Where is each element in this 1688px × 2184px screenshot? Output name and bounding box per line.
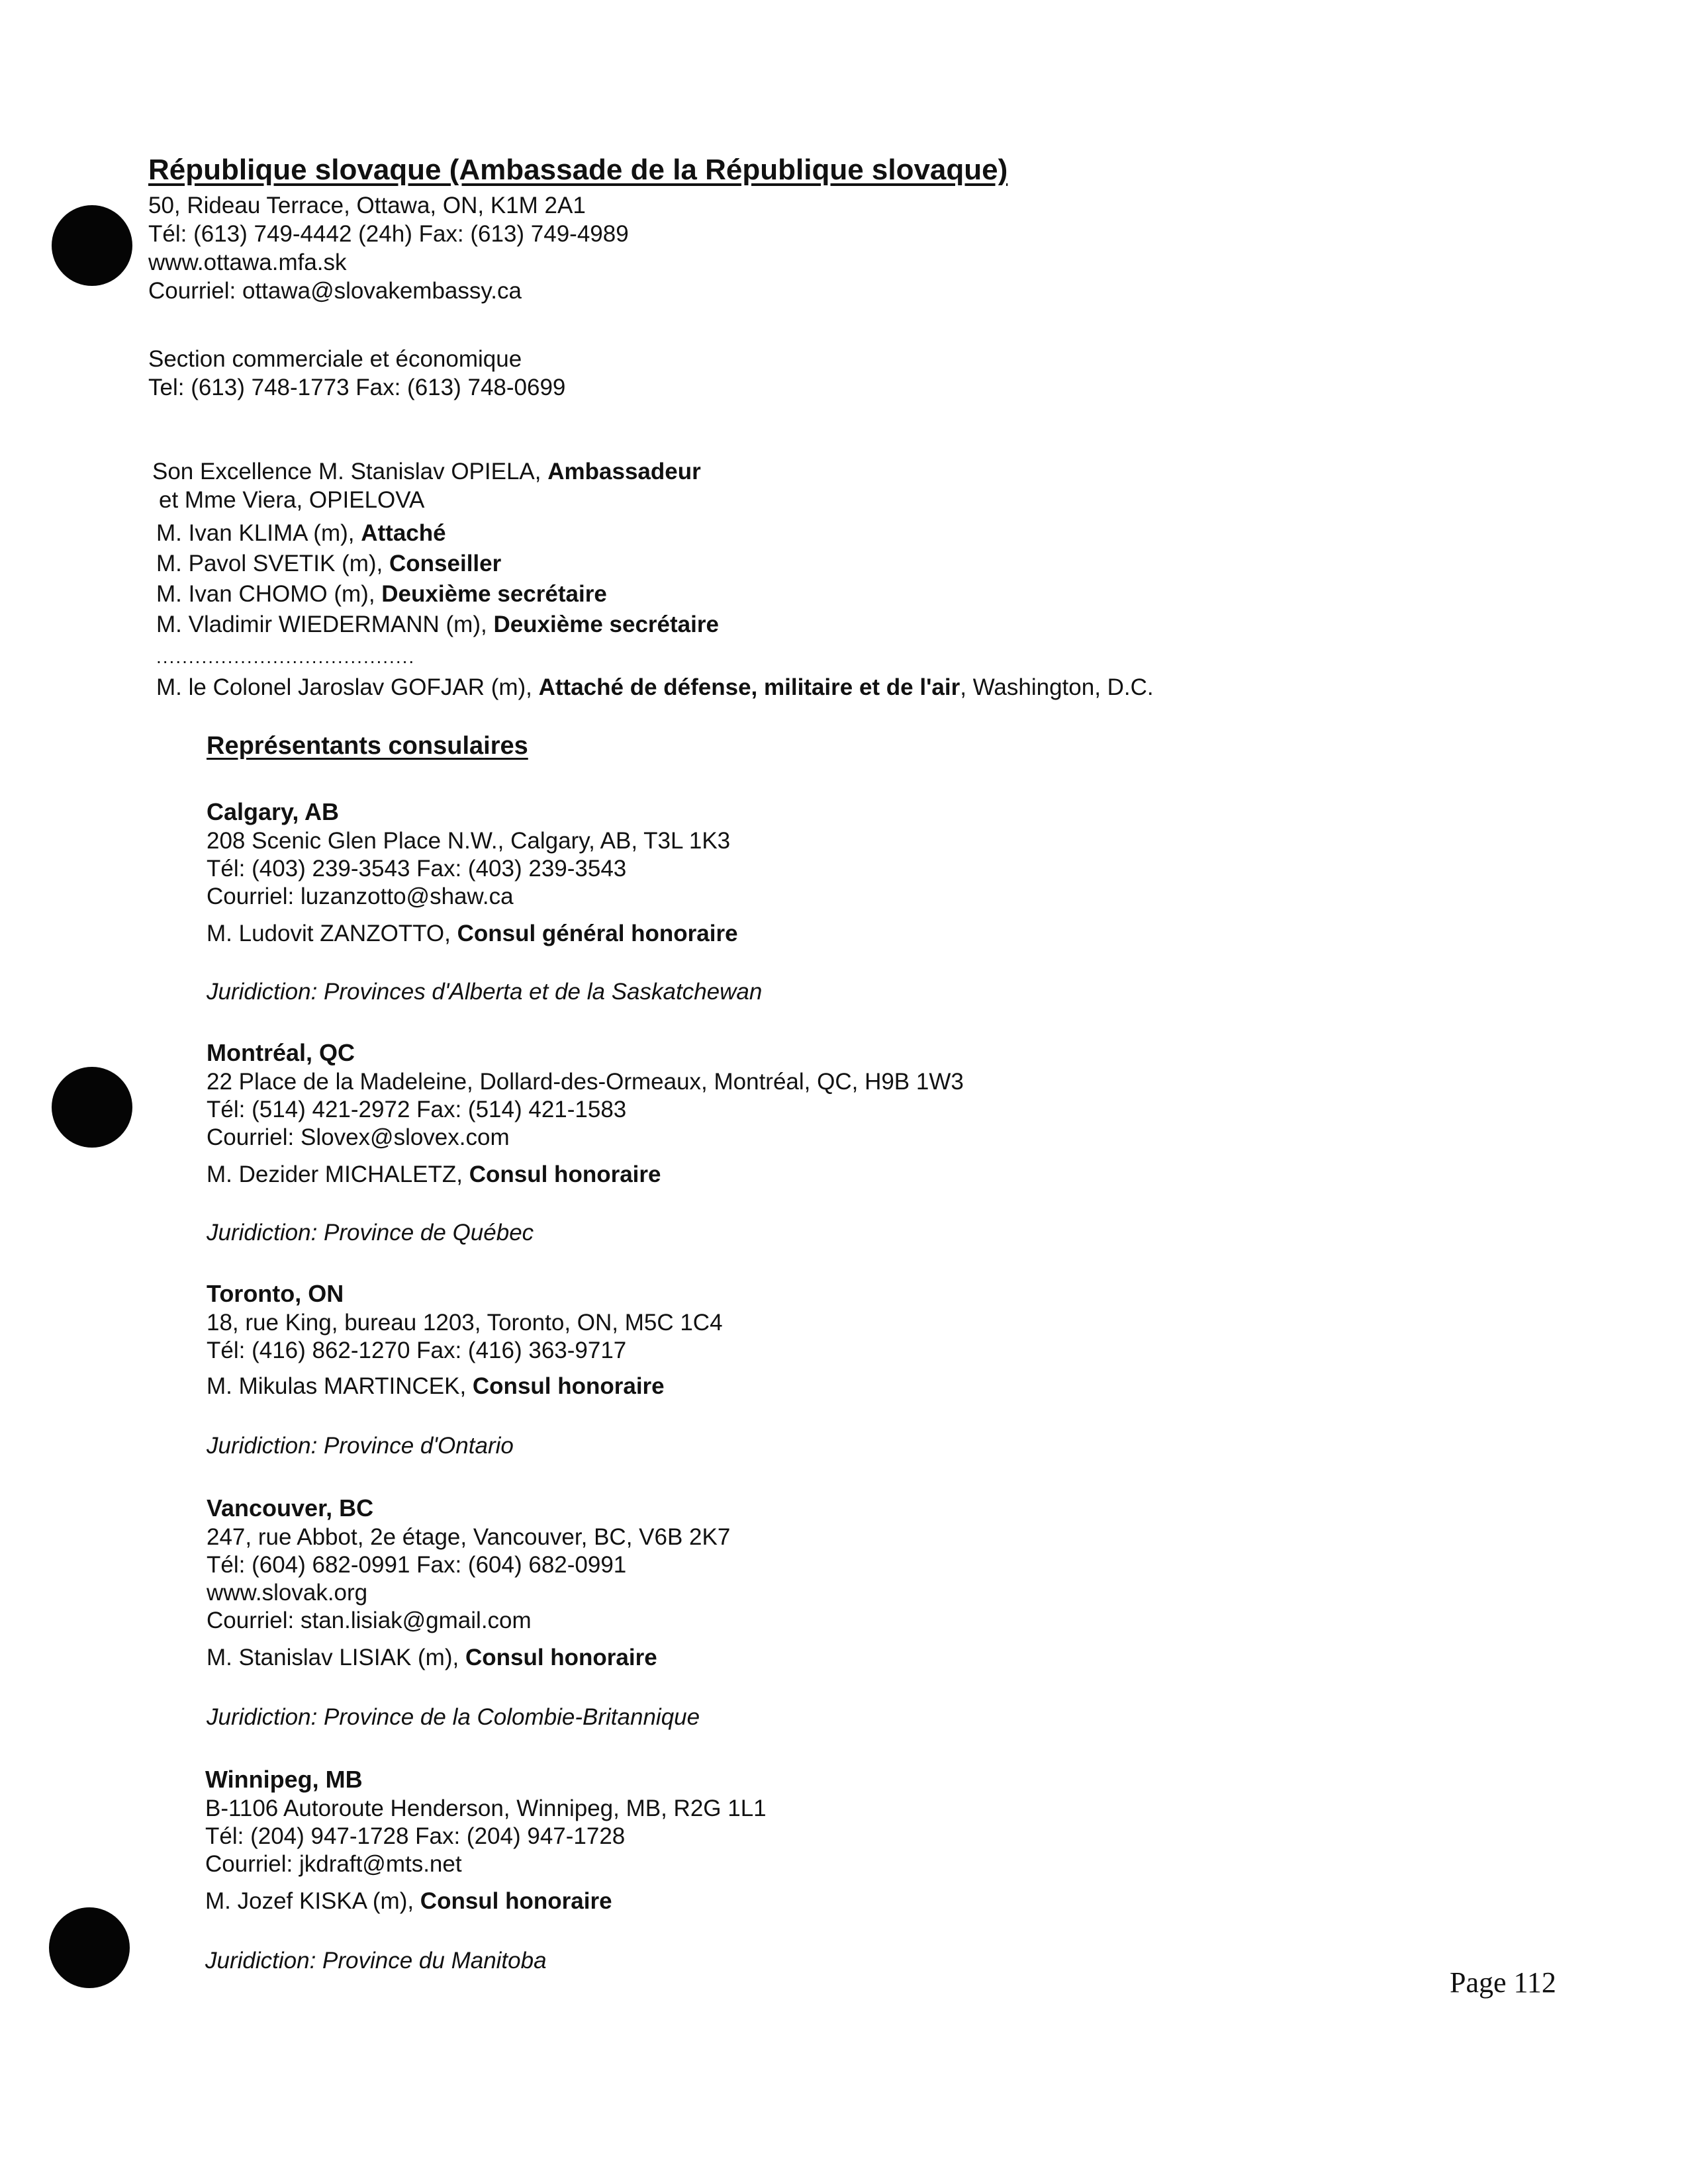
office-city: Calgary, AB xyxy=(207,798,340,825)
office-address: B-1106 Autoroute Henderson, Winnipeg, MB, R2G 1L1 xyxy=(205,1796,767,1821)
commercial-section-phone: Tel: (613) 748-1773 Fax: (613) 748-0699 xyxy=(148,375,566,400)
office-phone: Tél: (514) 421-2972 Fax: (514) 421-1583 xyxy=(207,1097,627,1122)
office-person xyxy=(207,1373,665,1400)
staff-entry xyxy=(159,486,424,514)
person-role: Consul honoraire xyxy=(469,1161,661,1187)
person-name: M. Mikulas MARTINCEK, xyxy=(207,1373,473,1399)
office-city: Toronto, ON xyxy=(207,1280,344,1307)
office-website: www.slovak.org xyxy=(207,1580,368,1606)
staff-entry xyxy=(156,611,719,639)
person-role: Consul honoraire xyxy=(472,1373,665,1399)
staff-role: Ambassadeur xyxy=(547,459,701,484)
person-name: M. Dezider MICHALETZ, xyxy=(207,1161,469,1187)
office-person xyxy=(207,1644,657,1672)
embassy-website: www.ottawa.mfa.sk xyxy=(148,250,347,275)
office-person xyxy=(207,920,738,948)
office-jurisdiction: Juridiction: Provinces d'Alberta et de la Saskatchewan xyxy=(207,979,763,1005)
staff-role: Conseiller xyxy=(389,551,502,576)
consular-heading: Représentants consulaires xyxy=(207,732,528,760)
office-phone: Tél: (403) 239-3543 Fax: (403) 239-3543 xyxy=(207,856,627,882)
office-email: Courriel: jkdraft@mts.net xyxy=(205,1851,462,1877)
staff-entry xyxy=(156,550,501,578)
staff-role: Attaché de défense, militaire et de l'air xyxy=(538,674,961,700)
staff-name: et Mme Viera, OPIELOVA xyxy=(159,487,425,513)
punch-hole-top xyxy=(52,205,132,286)
person-role: Consul général honoraire xyxy=(457,921,738,946)
office-jurisdiction: Juridiction: Province de Québec xyxy=(207,1220,534,1246)
office-city: Vancouver, BC xyxy=(207,1494,374,1522)
office-phone: Tél: (604) 682-0991 Fax: (604) 682-0991 xyxy=(207,1552,627,1578)
embassy-email: Courriel: ottawa@slovakembassy.ca xyxy=(148,278,522,304)
office-city: Montréal, QC xyxy=(207,1039,355,1066)
office-phone: Tél: (416) 862-1270 Fax: (416) 363-9717 xyxy=(207,1338,627,1363)
person-role: Consul honoraire xyxy=(465,1645,657,1670)
person-name: M. Stanislav LISIAK (m), xyxy=(207,1645,465,1670)
staff-role: Attaché xyxy=(361,520,446,546)
punch-hole-middle xyxy=(52,1067,132,1148)
embassy-title: République slovaque (Ambassade de la République slovaque) xyxy=(148,154,1008,186)
office-city: Winnipeg, MB xyxy=(205,1766,363,1793)
staff-entry xyxy=(152,458,701,486)
staff-entry xyxy=(156,520,446,547)
person-name: M. Ludovit ZANZOTTO, xyxy=(207,921,457,946)
office-jurisdiction: Juridiction: Province du Manitoba xyxy=(205,1948,547,1974)
separator-dots: ........................................ xyxy=(156,647,416,667)
staff-name: M. Ivan CHOMO (m), xyxy=(156,581,382,607)
embassy-address: 50, Rideau Terrace, Ottawa, ON, K1M 2A1 xyxy=(148,193,586,218)
staff-role: Deuxième secrétaire xyxy=(381,581,607,607)
person-name: M. Jozef KISKA (m), xyxy=(205,1888,420,1914)
office-person xyxy=(205,1888,612,1915)
commercial-section-title: Section commerciale et économique xyxy=(148,346,522,372)
office-email: Courriel: stan.lisiak@gmail.com xyxy=(207,1608,532,1633)
office-address: 247, rue Abbot, 2e étage, Vancouver, BC, V6B 2K7 xyxy=(207,1524,731,1550)
office-person xyxy=(207,1161,661,1189)
office-phone: Tél: (204) 947-1728 Fax: (204) 947-1728 xyxy=(205,1823,626,1849)
person-role: Consul honoraire xyxy=(420,1888,612,1914)
staff-entry xyxy=(156,674,1154,702)
punch-hole-bottom xyxy=(49,1907,130,1988)
office-email: Courriel: luzanzotto@shaw.ca xyxy=(207,884,514,909)
office-email: Courriel: Slovex@slovex.com xyxy=(207,1124,510,1150)
staff-name: M. le Colonel Jaroslav GOFJAR (m), xyxy=(156,674,539,700)
office-jurisdiction: Juridiction: Province d'Ontario xyxy=(207,1433,514,1459)
staff-suffix: , Washington, D.C. xyxy=(960,674,1154,700)
staff-name: M. Pavol SVETIK (m), xyxy=(156,551,389,576)
office-address: 18, rue King, bureau 1203, Toronto, ON, M5C 1C4 xyxy=(207,1310,723,1336)
office-jurisdiction: Juridiction: Province de la Colombie-Britannique xyxy=(207,1704,700,1730)
embassy-phone: Tél: (613) 749-4442 (24h) Fax: (613) 749-4989 xyxy=(148,221,629,247)
office-address: 22 Place de la Madeleine, Dollard-des-Ormeaux, Montréal, QC, H9B 1W3 xyxy=(207,1069,964,1095)
office-address: 208 Scenic Glen Place N.W., Calgary, AB, T3L 1K3 xyxy=(207,828,731,854)
staff-name: M. Ivan KLIMA (m), xyxy=(156,520,361,546)
page-number: Page 112 xyxy=(1450,1966,1556,1999)
staff-role: Deuxième secrétaire xyxy=(493,612,719,637)
staff-entry xyxy=(156,580,607,608)
staff-name: Son Excellence M. Stanislav OPIELA, xyxy=(152,459,548,484)
staff-name: M. Vladimir WIEDERMANN (m), xyxy=(156,612,494,637)
